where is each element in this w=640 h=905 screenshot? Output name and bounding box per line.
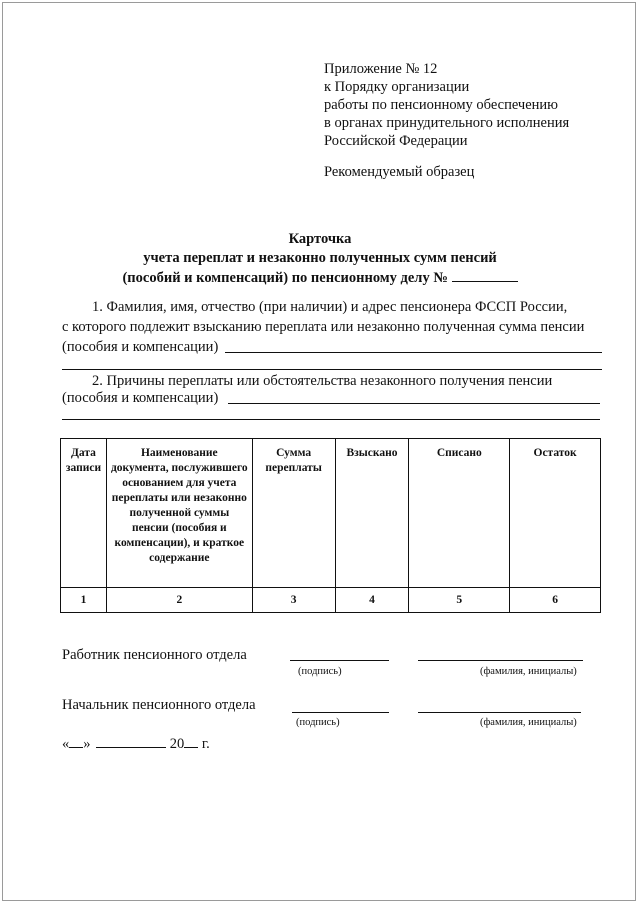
year-field[interactable] [184, 734, 198, 748]
column-number: 2 [106, 588, 252, 613]
title-line-3 [0, 268, 640, 288]
column-number: 1 [61, 588, 107, 613]
date-close-quote: » [83, 736, 91, 752]
head-signature-line[interactable] [292, 712, 389, 713]
card-title [0, 230, 640, 288]
item1-fill-line-2[interactable] [62, 369, 602, 370]
item2-line-2: (пособия и компенсации) [62, 390, 219, 406]
year-suffix: г. [201, 736, 210, 752]
overpayment-table [60, 438, 601, 613]
day-field[interactable] [69, 734, 83, 748]
annex-line: Российской Федерации [324, 133, 468, 149]
header-written-off: Списано [409, 439, 510, 588]
header-date: Дата записи [61, 439, 107, 588]
item1-line-1: 1. Фамилия, имя, отчество (при наличии) и адрес пенсионера ФССП России, [92, 299, 568, 315]
column-number: 4 [335, 588, 409, 613]
header-collected: Взыскано [335, 439, 409, 588]
item2-fill-line-1[interactable] [228, 403, 600, 404]
worker-signature-caption: (подпись) [298, 666, 342, 677]
column-number: 6 [510, 588, 601, 613]
annex-line: в органах принудительного исполнения [324, 115, 570, 131]
month-field[interactable] [96, 734, 166, 748]
worker-signature-line[interactable] [290, 660, 389, 661]
header-balance: Остаток [510, 439, 601, 588]
table-number-row [61, 588, 601, 613]
head-label: Начальник пенсионного отдела [62, 697, 256, 713]
recommended-sample-note: Рекомендуемый образец [324, 164, 475, 180]
worker-name-caption: (фамилия, инициалы) [480, 666, 577, 677]
table-header-row [61, 439, 601, 588]
item2-line-1: 2. Причины переплаты или обстоятельства незаконного получения пенсии [92, 373, 553, 389]
annex-line: Приложение № 12 [324, 61, 438, 77]
head-name-line[interactable] [418, 712, 581, 713]
worker-name-line[interactable] [418, 660, 583, 661]
header-overpayment-sum: Сумма переплаты [252, 439, 335, 588]
title-line-1: Карточка [288, 231, 352, 247]
item2-fill-line-2[interactable] [62, 419, 600, 420]
worker-label: Работник пенсионного отдела [62, 647, 247, 663]
head-signature-caption: (подпись) [296, 717, 340, 728]
year-prefix: 20 [169, 736, 185, 752]
item1-fill-line-1[interactable] [225, 352, 602, 353]
annex-line: работы по пенсионному обеспечению [324, 97, 558, 113]
annex-block [324, 60, 569, 150]
annex-line: к Порядку организации [324, 79, 470, 95]
item1-line-3: (пособия и компенсации) [62, 339, 219, 355]
column-number: 5 [409, 588, 510, 613]
header-document: Наименование документа, послужившего основанием для учета переплаты или незаконно полученной суммы пенсии (пособия и компенсации), и краткое содержание [106, 439, 252, 588]
title-line-2: учета переплат и незаконно полученных сумм пенсий [143, 250, 497, 266]
column-number: 3 [252, 588, 335, 613]
title-line-3-text: (пособий и компенсаций) по пенсионному делу № [122, 270, 448, 286]
case-number-field[interactable] [452, 268, 518, 282]
head-name-caption: (фамилия, инициалы) [480, 717, 577, 728]
date-line [62, 734, 210, 754]
item1-line-2: с которого подлежит взысканию переплата или незаконно полученная сумма пенсии [62, 319, 585, 335]
date-open-quote: « [62, 736, 70, 752]
